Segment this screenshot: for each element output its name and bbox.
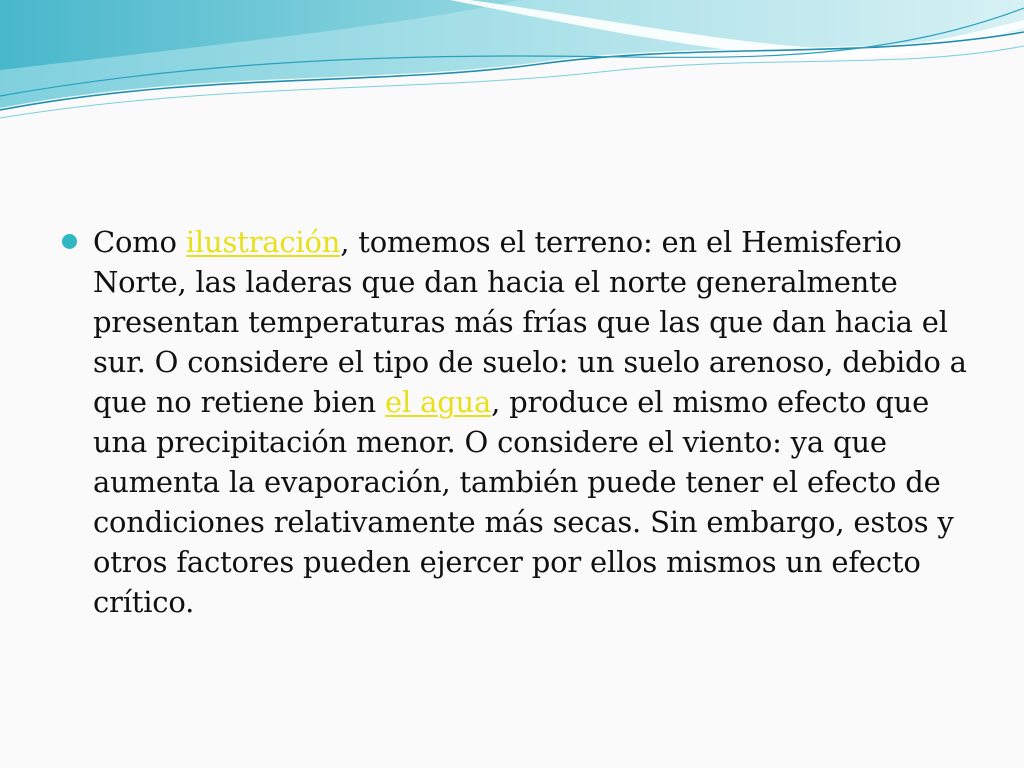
wave-header-decoration: [0, 0, 1024, 130]
slide-content: [62, 222, 982, 622]
text-segment-3: , produce el mismo efecto que una precipitación menor. O considere el viento: ya que aumenta la evaporación, también puede tener el efecto de condiciones relativamente más secas. Sin embargo, estos y otros factores pueden ejercer por ellos mismos un efecto crítico.: [93, 385, 954, 619]
bullet-dot-icon: [62, 234, 77, 249]
link-el-agua[interactable]: el agua: [385, 385, 492, 419]
text-segment-1: Como: [93, 225, 186, 259]
link-ilustracion[interactable]: ilustración: [185, 225, 341, 259]
text-segment-2: , tomemos el terreno: en el Hemisferio Norte, las laderas que dan hacia el norte generalmente presentan temperaturas más frías que las que dan hacia el sur. O considere el tipo de suelo: un suelo arenoso, debido a que no retiene bien: [93, 225, 967, 419]
bullet-item: [62, 222, 982, 622]
bullet-paragraph: [93, 222, 982, 622]
